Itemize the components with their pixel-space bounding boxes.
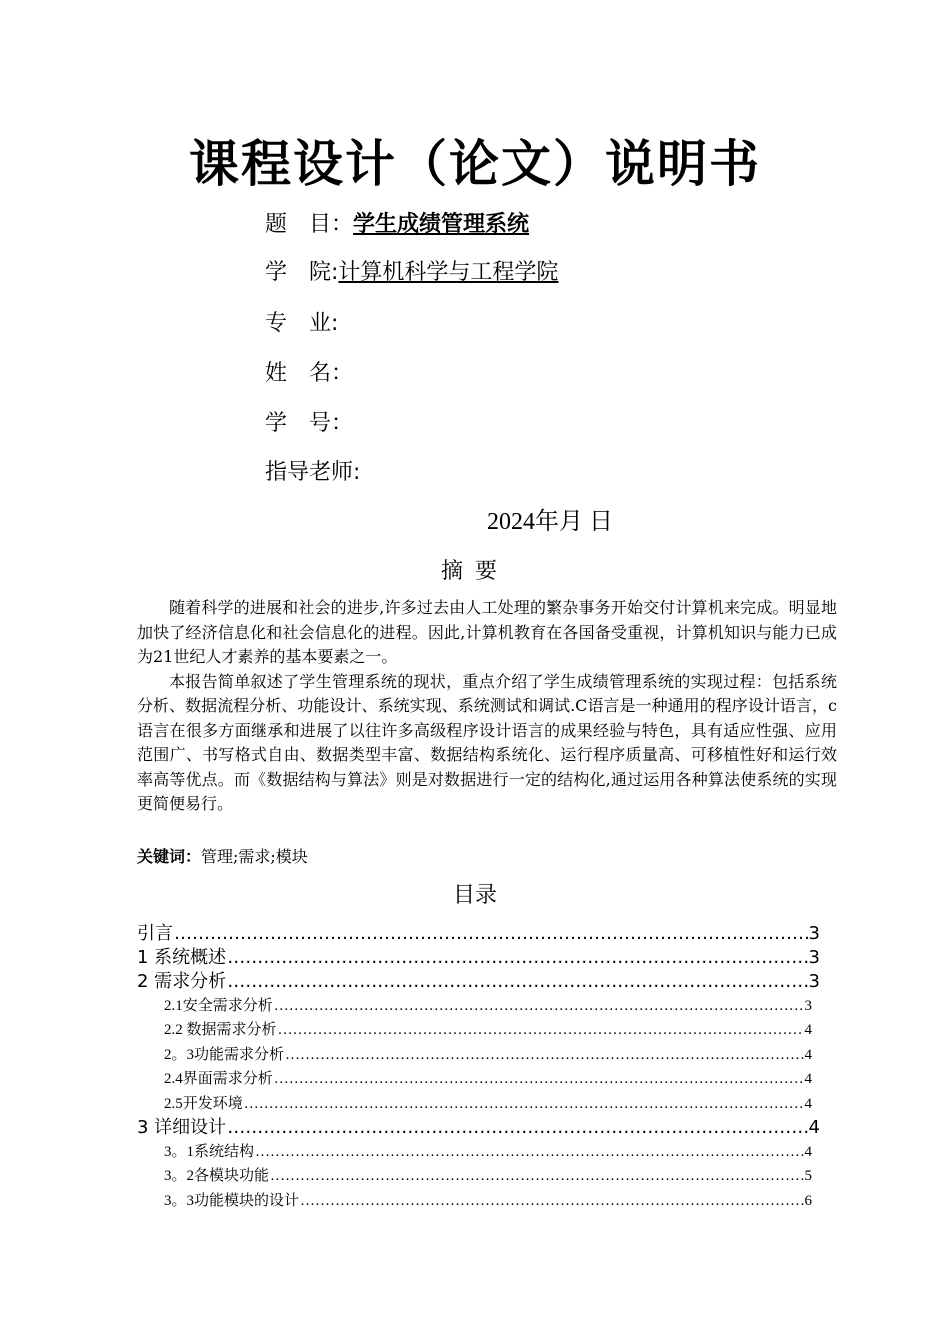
toc-entry[interactable] [137,1140,820,1164]
toc-entry-page: 3 [808,971,820,992]
toc-entry-page: 3 [808,923,820,944]
toc-leader-dots [300,1189,803,1213]
toc-entry-page: 4 [804,1022,812,1039]
toc-entry-page: 4 [804,1143,812,1160]
toc-leader-dots [278,1018,804,1042]
toc-leader-dots [227,946,807,970]
info-advisor-label: 指导老师: [265,460,361,485]
toc-entry-title: 2.4界面需求分析 [164,1071,273,1088]
toc-entry[interactable] [137,1092,820,1116]
toc-leader-dots [274,994,804,1018]
info-topic-value: 学生成绩管理系统 [353,212,530,237]
toc-entry-page: 3 [804,998,812,1014]
toc-entry-page: 4 [808,1116,820,1138]
abstract-body [137,596,837,817]
document-date: 2024年月 日 [487,509,613,535]
toc-entry[interactable] [137,1116,820,1140]
toc-leader-dots [174,922,808,946]
toc-leader-dots [255,1140,803,1164]
toc-entry-page: 4 [804,1095,812,1112]
toc-entry-title: 3。3功能模块的设计 [164,1192,300,1209]
info-student-id-label: 学 号： [265,411,354,436]
table-of-contents [137,922,820,1213]
toc-entry-title: 2.1安全需求分析 [164,998,273,1014]
toc-entry-title: 3。1系统结构 [164,1143,255,1160]
toc-entry-title: 2.2 数据需求分析 [164,1022,277,1039]
toc-entry-title: 1 系统概述 [137,947,227,968]
document-title: 课程设计（论文）说明书 [189,134,761,193]
info-major-row [265,307,338,341]
info-college-row [265,256,558,290]
toc-leader-dots [274,1067,804,1091]
toc-leader-dots [227,970,807,994]
toc-entry-page: 4 [804,1046,812,1063]
toc-leader-dots [227,1116,807,1140]
toc-entry-title: 2 需求分析 [137,971,227,992]
toc-leader-dots [244,1092,804,1116]
keywords-line [137,845,308,869]
keywords-label: 关键词： [137,847,202,866]
toc-entry-page: 6 [804,1192,812,1209]
toc-heading: 目录 [452,883,497,908]
toc-entry[interactable] [137,946,820,970]
abstract-paragraph: 本报告简单叙述了学生管理系统的现状，重点介绍了学生成绩管理系统的实现过程：包括系统分析、数据流程分析、功能设计、系统实现、系统测试和调试.C语言是一种通用的程序设计语言，c语言在很多方面继承和进展了以往许多高级程序设计语言的成果经验与特色，具有适应性强、应用范围广、书写格式自由、数据类型丰富、数据结构系统化、运行程序质量高、可移植性好和运行效率高等优点。而《数据结构与算法》则是对数据进行一定的结构化,通过运用各种算法使系统的实现更简便易行。 [137,671,837,813]
toc-entry[interactable] [137,970,820,994]
toc-leader-dots [285,1043,803,1067]
toc-entry[interactable] [137,1067,820,1091]
toc-entry-title: 2。3功能需求分析 [164,1046,285,1063]
toc-entry[interactable] [137,994,820,1018]
toc-entry[interactable] [137,1043,820,1067]
info-topic-label: 题 目： [265,212,354,237]
abstract-heading: 摘要 [440,559,509,584]
toc-entry-page: 4 [804,1071,812,1088]
toc-entry[interactable] [137,922,820,946]
keywords-value: 管理;需求;模块 [201,847,308,866]
info-name-label: 姓 名： [265,361,354,386]
info-advisor-row [265,456,360,490]
toc-entry-page: 3 [808,947,820,968]
abstract-paragraph: 随着科学的进展和社会的进步,许多过去由人工处理的繁杂事务开始交付计算机来完成。明显地加快了经济信息化和社会信息化的进程。因此,计算机教育在各国备受重视，计算机知识与能力已成为21世纪人才素养的基本要素之一。 [137,598,837,666]
toc-entry-title: 2.5开发环境 [164,1095,243,1112]
info-college-value: 计算机科学与工程学院 [338,260,559,285]
toc-entry[interactable] [137,1018,820,1042]
info-name-row [265,357,353,391]
info-topic-row [265,208,529,242]
toc-entry[interactable] [137,1189,820,1213]
toc-entry-title: 引言 [137,923,173,944]
toc-entry-title: 3 详细设计 [137,1116,227,1138]
toc-leader-dots [270,1164,803,1188]
toc-entry-page: 5 [804,1168,812,1185]
info-student-id-row [265,407,353,441]
info-college-label: 学 院: [265,260,339,285]
toc-entry-title: 3。2各模块功能 [164,1168,270,1185]
toc-entry[interactable] [137,1164,820,1188]
info-major-label: 专 业: [265,311,339,336]
